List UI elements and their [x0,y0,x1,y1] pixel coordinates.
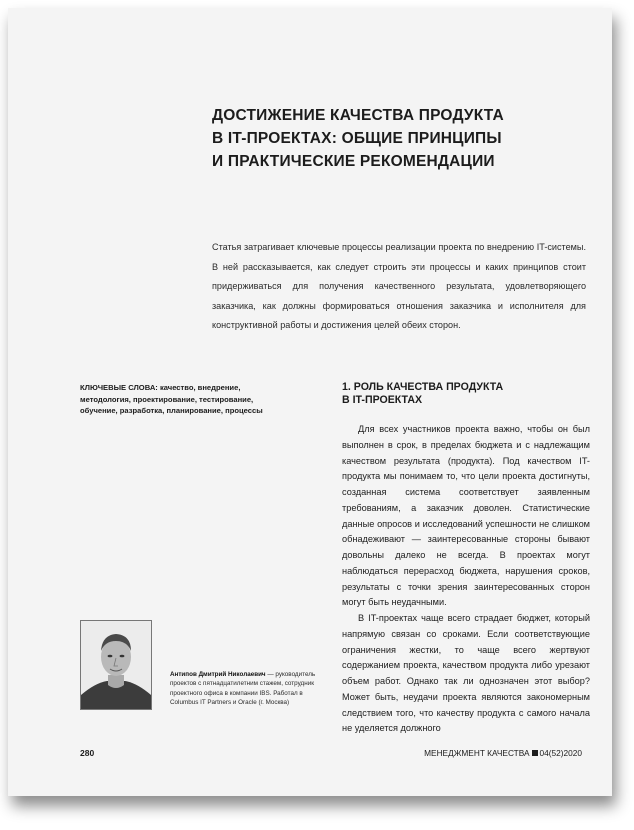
title-line: И ПРАКТИЧЕСКИЕ РЕКОМЕНДАЦИИ [212,153,495,170]
article-abstract: Статья затрагивает ключевые процессы реализации проекта по внедрению IT-системы. В ней рассказывается, как следует строить эти процессы и каких принципов стоит придерживаться для получения качественного результата, удовлетворяющего заказчика, как должны формироваться отношения заказчика и исполнителя для конструктивной работы и достижения целей обеих сторон. [212,242,586,331]
body-paragraph: Для всех участников проекта важно, чтобы он был выполнен в срок, в пределах бюджета и с надлежащим качеством результата (продукта). Под качеством IT-продукта мы понимаем то, что цели проекта достигнуты, созданная система соответствует заявленным требованиям, а заказчик доволен. Статистические данные опросов и исследований успешности не слишком обнадеживают — заинтересованные стороны бывают довольны далеко не всегда. В проектах могут наблюдаться перерасход бюджета, нарушения сроков, результаты с точки зрения заинтересованных сторон могут быть неудачными. [342,424,590,608]
section-heading-line: 1. РОЛЬ КАЧЕСТВА ПРОДУКТА [342,381,504,393]
square-bullet-icon [532,750,538,756]
journal-name: МЕНЕДЖМЕНТ КАЧЕСТВА [424,748,530,758]
title-line: В IT-ПРОЕКТАХ: ОБЩИЕ ПРИНЦИПЫ [212,130,502,147]
title-line: ДОСТИЖЕНИЕ КАЧЕСТВА ПРОДУКТА [212,107,504,124]
author-info [170,670,318,708]
author-bio: — руководитель проектов с пятнадцатилетним стажем, сотрудник проектного офиса в компании IBS. Работал в Columbus IT Partners и Oracle (г. Москва) [170,671,316,707]
section-heading-line: В IT-ПРОЕКТАХ [342,394,423,406]
author-photo [80,620,152,710]
journal-footer [424,748,582,758]
section-heading [342,381,592,407]
journal-page [8,8,612,796]
author-name: Антипов Дмитрий Николаевич [170,671,266,678]
article-keywords: КЛЮЧЕВЫЕ СЛОВА: качество, внедрение, методология, проектирование, тестирование, обучение, разработка, планирование, процессы [80,383,263,415]
author-portrait-icon [81,621,151,709]
page-number: 280 [80,748,95,758]
body-paragraph: В IT-проектах чаще всего страдает бюджет, который напрямую связан со сроками. Если соответствующие ограничения жестки, то чаще всего жертвуют содержанием проекта, качеством продукта либо урезают объем работ. Однако так ли однозначен этот выбор? Может быть, неудачи проекта являются закономерным следствием того, что качеству продукта с самого начала не уделяется должного [342,613,590,734]
article-title [212,104,612,173]
section-body [342,422,590,737]
journal-issue: 04(52)2020 [539,748,582,758]
